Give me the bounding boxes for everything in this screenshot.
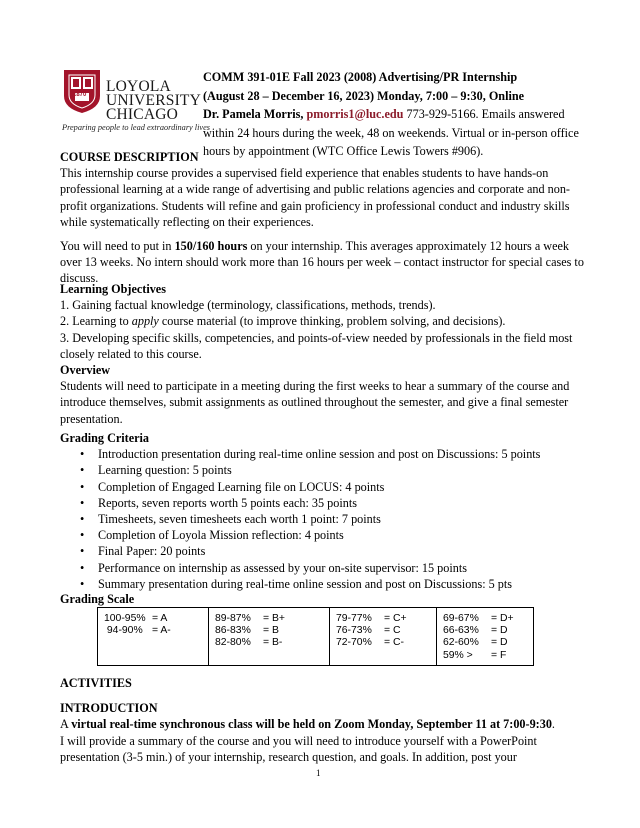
grading-criteria-section <box>60 430 584 592</box>
grade-row <box>104 625 202 637</box>
grade-row <box>336 613 430 625</box>
intro-bold: virtual real-time synchronous class will be held on Zoom Monday, September 11 at 7:00-9:30 <box>71 717 552 732</box>
university-seal-icon <box>62 68 102 114</box>
grade-letter: = B <box>263 625 279 637</box>
introduction-session <box>60 716 584 732</box>
list-item: • Summary presentation during real-time online session and post on Discussions: 5 pts <box>98 576 584 592</box>
grade-letter: = D+ <box>491 613 514 624</box>
grade-letter: = C <box>384 625 401 637</box>
course-description-text: This internship course provides a supervised field experience that enables students to have hands-on professional learning at a wide range of advertising and public relations agencies and corporate and non-profit organizations. Students will refine and gain proficiency in professional conduct and industry skills while systematically reflecting on their experiences. <box>60 166 570 229</box>
grading-criteria-heading: Grading Criteria <box>60 431 150 445</box>
course-header <box>203 68 593 161</box>
grade-letter: = D <box>491 625 508 637</box>
grade-row <box>443 625 527 637</box>
grade-row <box>215 613 323 625</box>
logo-tagline: Preparing people to lead extraordinary lives <box>62 123 211 132</box>
course-description-heading: COURSE DESCRIPTION <box>60 150 199 164</box>
seal-year: 1870 <box>73 92 87 98</box>
grade-range: 66-63% <box>443 625 479 637</box>
grade-letter: = C+ <box>384 613 407 624</box>
grade-row <box>443 650 527 662</box>
hours-bold: 150/160 hours <box>174 239 248 254</box>
grade-column-c <box>330 608 437 666</box>
grade-letter: = A <box>152 613 168 624</box>
grading-scale-heading: Grading Scale <box>60 592 135 606</box>
list-item: • Completion of Engaged Learning file on LOCUS: 4 points <box>98 479 584 495</box>
objective-2-emphasis: apply <box>131 314 159 329</box>
list-item: • Timesheets, seven timesheets each worth 1 point: 7 points <box>98 511 584 527</box>
intro-post: . <box>551 717 555 732</box>
learning-objectives-section <box>60 281 584 362</box>
learning-objectives-heading: Learning Objectives <box>60 282 166 296</box>
objective-2-pre: 2. Learning to <box>60 314 132 329</box>
grade-range: 82-80% <box>215 637 251 649</box>
grade-range: 72-70% <box>336 637 372 649</box>
objective-2-post: course material (to improve thinking, problem solving, and decisions). <box>158 314 506 329</box>
overview-heading: Overview <box>60 363 111 377</box>
grade-letter: = A- <box>152 625 171 637</box>
grade-row <box>215 637 323 649</box>
objective-3: 3. Developing specific skills, competencies, and points-of-view needed by professionals in the field most closely related to this course. <box>60 330 573 361</box>
grade-column-b <box>209 608 330 666</box>
grade-range: 100-95% <box>104 613 146 624</box>
list-item: • Completion of Loyola Mission reflection: 4 points <box>98 527 584 543</box>
grade-range: 59% > <box>443 649 473 661</box>
introduction-text: I will provide a summary of the course and you will need to introduce yourself with a PowerPoint presentation (3-5 min.) of your internship, research question, and goals. In addition, post your <box>60 733 537 764</box>
grade-column-a <box>98 608 209 666</box>
activities-heading: ACTIVITIES <box>60 676 132 690</box>
list-item: • Introduction presentation during real-time online session and post on Discussions: 5 points <box>98 446 584 462</box>
grade-range: 94-90% <box>104 625 143 637</box>
grading-scale-heading-wrap <box>60 591 584 607</box>
grade-range: 69-67% <box>443 613 479 624</box>
grade-row <box>215 625 323 637</box>
grade-letter: = B- <box>263 637 283 649</box>
list-item: • Final Paper: 20 points <box>98 543 584 559</box>
grade-range: 86-83% <box>215 625 251 637</box>
page-number: 1 <box>316 768 321 778</box>
overview-text: Students will need to participate in a meeting during the first weeks to hear a summary of the course and introduce themselves, submit assignments as outlined throughout the semester, and give a final semester presentation. <box>60 379 570 426</box>
grade-row <box>336 625 430 637</box>
grade-letter: = C- <box>384 637 404 649</box>
university-logo <box>62 68 211 136</box>
grade-column-d <box>437 608 534 666</box>
hours-post: on your internship. This averages approximately 12 hours a week over 13 weeks. No intern should work more than 16 hours per week – contact instructor for special cases to discuss. <box>60 239 584 286</box>
hours-pre: You will need to put in <box>60 239 175 254</box>
instructor-email-link[interactable]: pmorris1@luc.edu <box>306 107 404 121</box>
introduction-heading: INTRODUCTION <box>60 701 158 716</box>
grade-letter: = F <box>491 649 507 661</box>
contact-details: 773-929-5166. Emails answered within 24 hours during the week, 48 on weekends. Virtual or in-person office hours by appointment (WTC Office Lewis Towers #906). <box>203 107 579 158</box>
grade-letter: = B+ <box>263 613 285 624</box>
course-dates: (August 28 – December 16, 2023) Monday, 7:00 – 9:30, Online <box>203 88 525 103</box>
list-item: • Performance on internship as assessed by your on-site supervisor: 15 points <box>98 560 584 576</box>
overview-section <box>60 362 584 427</box>
grade-row <box>336 637 430 649</box>
course-description-section <box>60 149 584 287</box>
logo-word-2: UNIVERSITY <box>106 92 201 109</box>
list-item: • Learning question: 5 points <box>98 462 584 478</box>
objective-2 <box>60 313 584 329</box>
hours-requirement <box>60 238 584 287</box>
course-title: COMM 391-01E Fall 2023 (2008) Advertising/PR Internship <box>203 70 518 84</box>
grade-letter: = D <box>491 637 508 649</box>
grade-row <box>104 613 202 625</box>
grading-scale-table <box>97 607 534 666</box>
grade-range: 62-60% <box>443 637 479 649</box>
grading-criteria-list <box>60 446 584 592</box>
list-item: • Reports, seven reports worth 5 points each: 35 points <box>98 495 584 511</box>
logo-word-3: CHICAGO <box>106 106 179 123</box>
grade-row <box>443 637 527 649</box>
activities-section <box>60 675 584 765</box>
instructor-name: Dr. Pamela Morris, <box>203 107 304 121</box>
grade-row <box>443 613 527 625</box>
logo-word-1: LOYOLA <box>106 78 171 95</box>
grade-range: 79-77% <box>336 613 372 624</box>
grade-range: 89-87% <box>215 613 251 624</box>
objective-1: 1. Gaining factual knowledge (terminology, classifications, methods, trends). <box>60 298 436 313</box>
intro-pre: A <box>60 717 72 732</box>
grade-range: 76-73% <box>336 625 372 637</box>
